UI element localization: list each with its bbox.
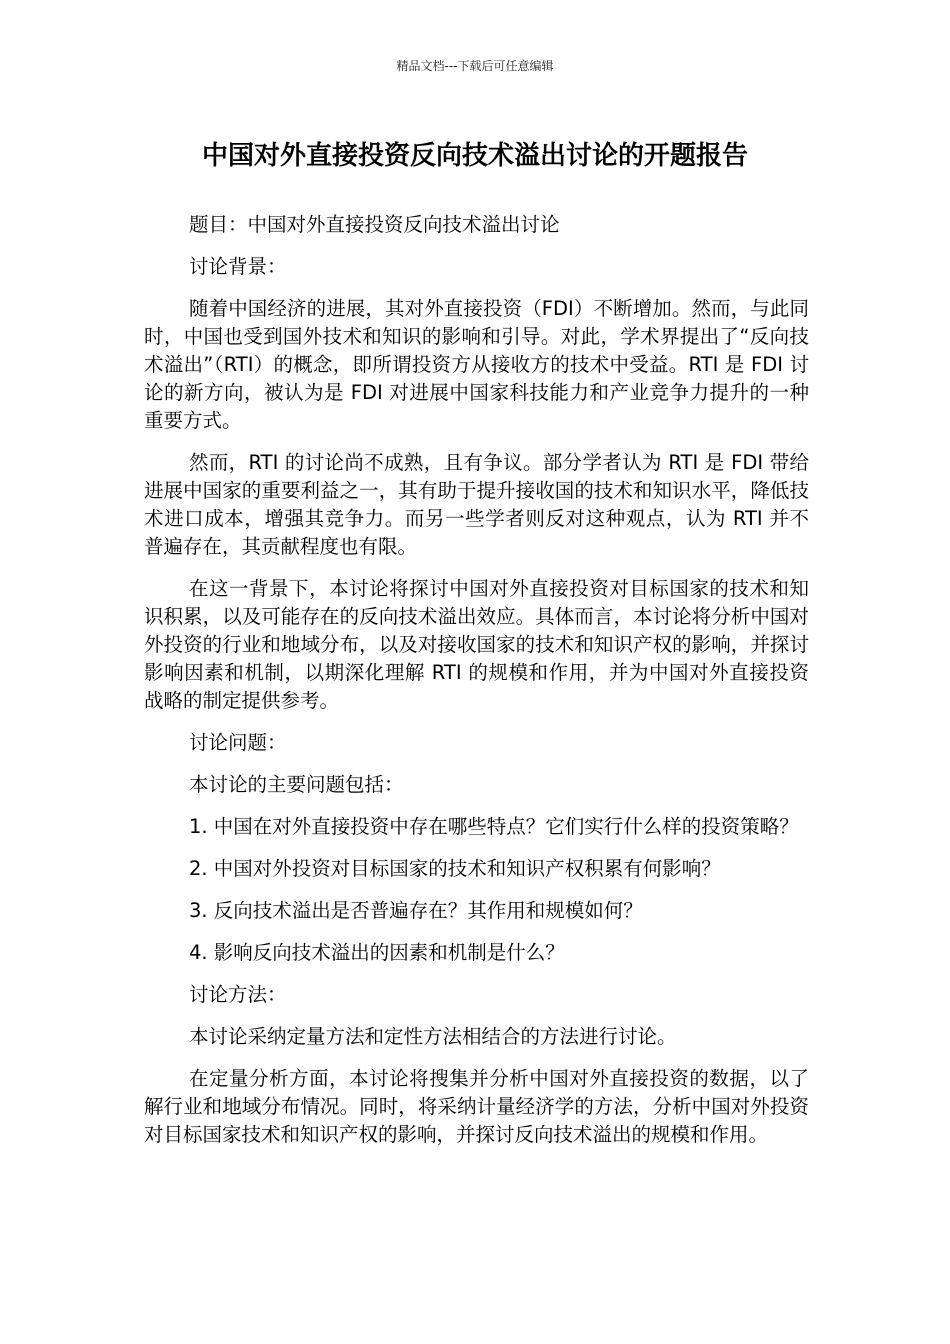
heading-questions: 讨论问题： (189, 731, 287, 754)
paragraph-background-1: 随着中国经济的进展，其对外直接投资（FDI）不断增加。然而，与此同时，中国也受到国外技术和知识的影响和引导。对此，学术界提出了“反向技术溢出”（RTI）的概念，即所谓投资方从接收方的技术中受益。RTI 是 FDI 讨论的新方向，被认为是 FDI 对进展中国家科技能力和产业竞争力提升的一种重要方式。 (144, 297, 809, 432)
header-note: 精品文档---下载后可任意编辑 (396, 59, 554, 73)
paragraph-methods-2: 在定量分析方面，本讨论将搜集并分析中国对外直接投资的数据，以了解行业和地域分布情况。同时，将采纳计量经济学的方法，分析中国对外投资对目标国家技术和知识产权的影响，并探讨反向技术溢出的规模和作用。 (144, 1067, 809, 1146)
heading-methods: 讨论方法： (189, 983, 287, 1006)
paragraph-methods-1: 本讨论采纳定量方法和定性方法相结合的方法进行讨论。 (189, 1025, 677, 1048)
paragraph-background-2: 然而，RTI 的讨论尚不成熟，且有争议。部分学者认为 RTI 是 FDI 带给进展中国家的重要利益之一，其有助于提升接收国的技术和知识水平，降低技术进口成本，增强其竞争力。而另一些学者则反对这种观点，认为 RTI 并不普遍存在，其贡献程度也有限。 (144, 451, 809, 558)
heading-background: 讨论背景： (189, 255, 287, 278)
document-title: 中国对外直接投资反向技术溢出讨论的开题报告 (201, 141, 748, 171)
document-body (144, 211, 809, 1163)
question-item-2: 2. 中国对外投资对目标国家的技术和知识产权积累有何影响？ (189, 857, 721, 880)
question-item-1: 1. 中国在对外直接投资中存在哪些特点？它们实行什么样的投资策略？ (189, 815, 799, 838)
question-item-3: 3. 反向技术溢出是否普遍存在？其作用和规模如何？ (189, 899, 643, 922)
paragraph-topic: 题目：中国对外直接投资反向技术溢出讨论 (189, 213, 560, 236)
paragraph-questions-intro: 本讨论的主要问题包括： (189, 773, 404, 796)
paragraph-background-3: 在这一背景下，本讨论将探讨中国对外直接投资对目标国家的技术和知识积累，以及可能存在的反向技术溢出效应。具体而言，本讨论将分析中国对外投资的行业和地域分布，以及对接收国家的技术和知识产权的影响，并探讨影响因素和机制，以期深化理解 RTI 的规模和作用，并为中国对外直接投资战略的制定提供参考。 (144, 577, 809, 712)
question-item-4: 4. 影响反向技术溢出的因素和机制是什么？ (189, 941, 565, 964)
